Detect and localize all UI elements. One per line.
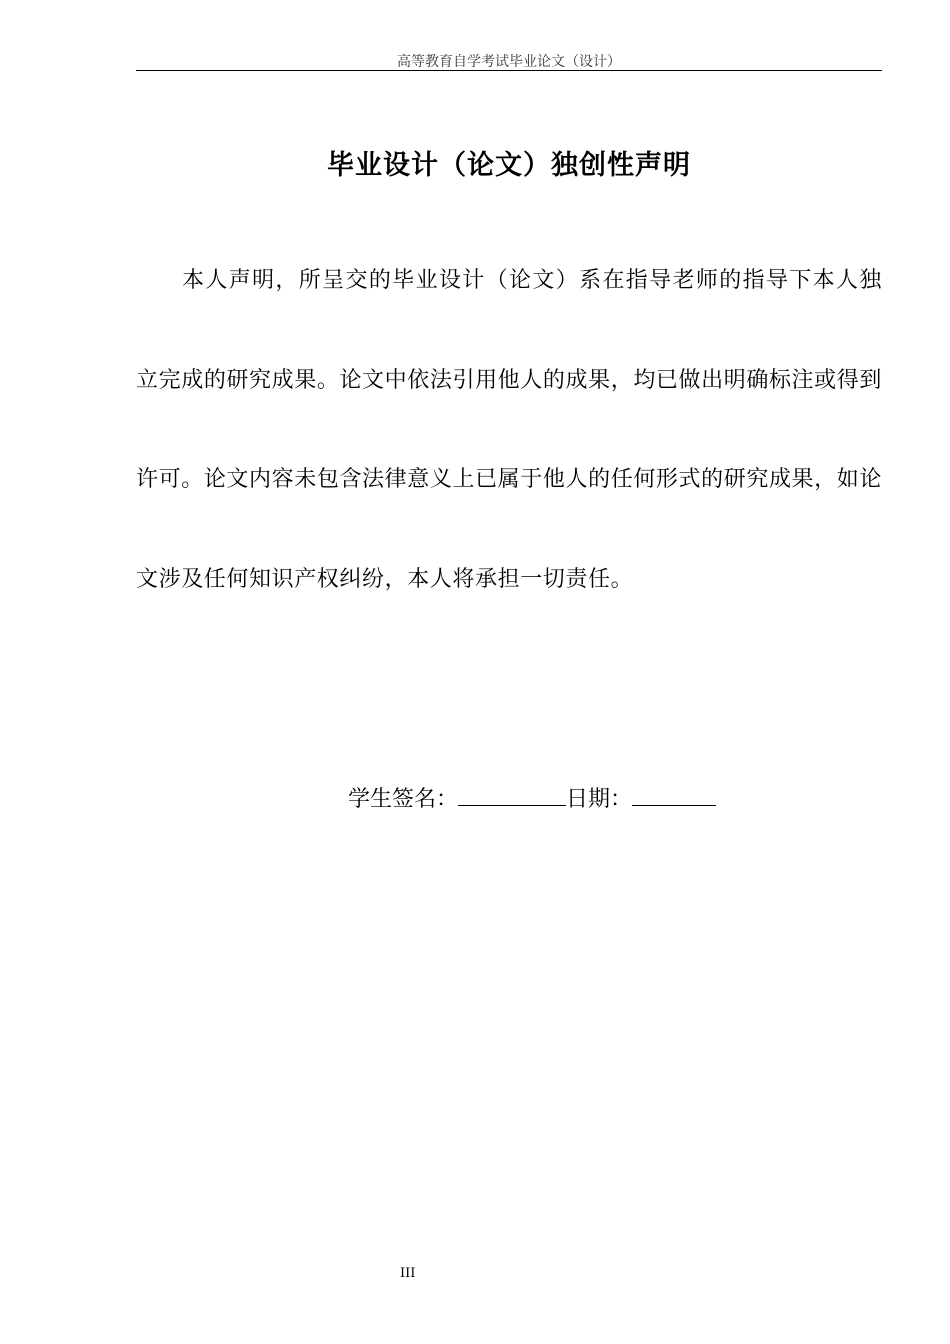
page-number: III bbox=[400, 1266, 416, 1281]
page-title: 毕业设计（论文）独创性声明 bbox=[327, 150, 691, 181]
signature-row bbox=[348, 782, 716, 818]
date-field[interactable] bbox=[632, 783, 716, 806]
running-header: 高等教育自学考试毕业论文（设计） bbox=[397, 54, 621, 70]
header-divider bbox=[136, 70, 882, 71]
paragraph-line: 成果，如论文涉及任何知识产权纠纷，本人将承担一切责任。 bbox=[136, 467, 882, 592]
signature-field[interactable] bbox=[458, 783, 566, 806]
paragraph-line: 或得到许可。论文内容未包含法律意义上已属于他人的任何形式的研究 bbox=[136, 367, 882, 492]
paragraph-line: 本人声明，所呈交的毕业设计（论文）系在指导老师的指导下本人 bbox=[182, 268, 860, 293]
signature-label: 学生签名： bbox=[348, 787, 459, 812]
declaration-paragraph bbox=[136, 231, 882, 629]
paragraph-line: 独立完成的研究成果。论文中依法引用他人的成果，均已做出明确标注 bbox=[136, 268, 882, 393]
date-label: 日期： bbox=[566, 787, 633, 812]
